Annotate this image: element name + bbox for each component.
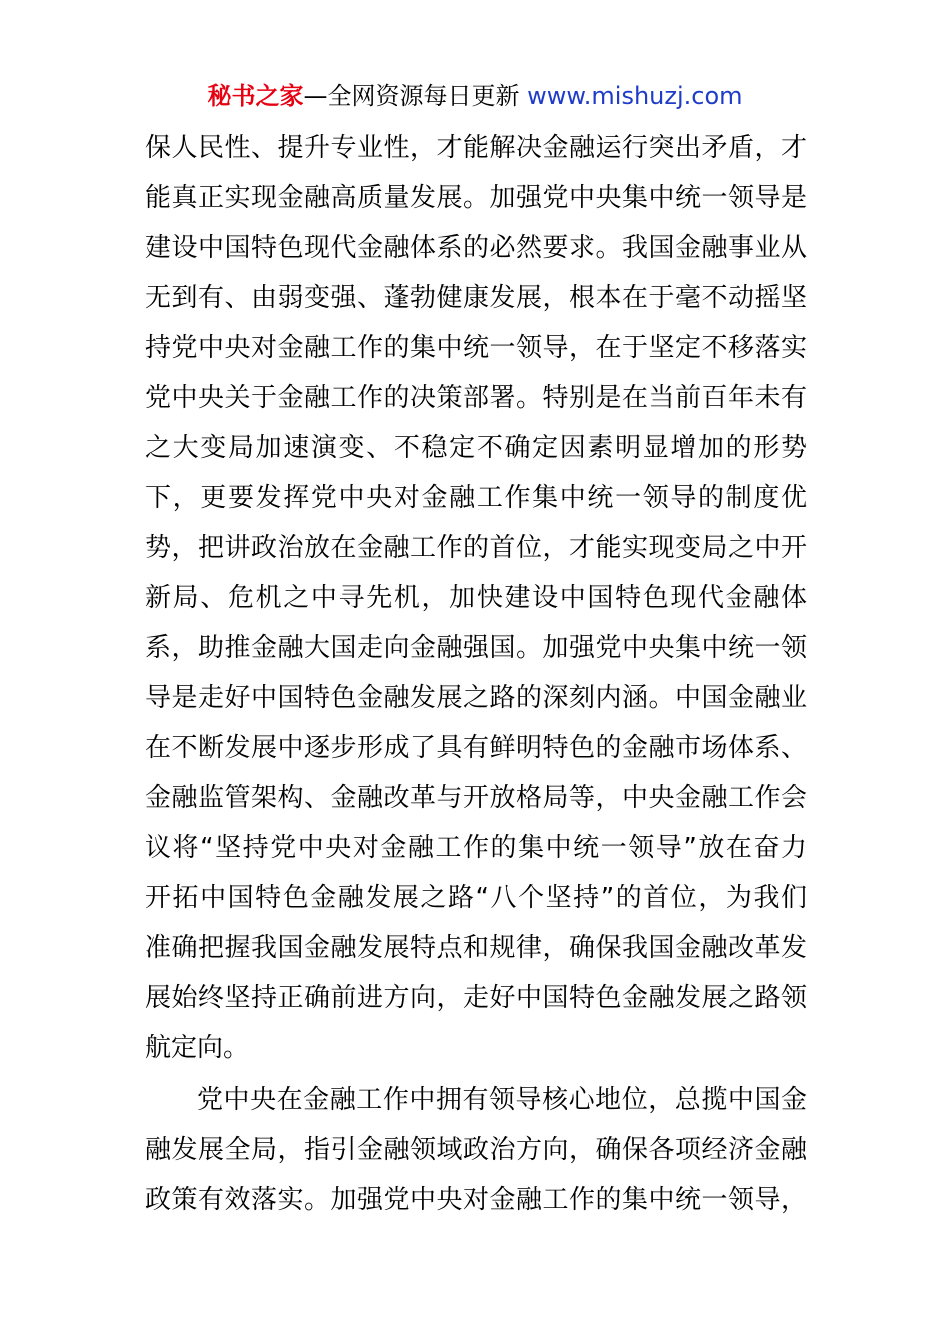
text-line: 议将“坚持党中央对金融工作的集中统一领导”放在奋力 [145, 833, 807, 863]
text-line: 党中央在金融工作中拥有领导核心地位，总揽中国金 [197, 1085, 807, 1115]
text-line: 展始终坚持正确前进方向，走好中国特色金融发展之路领 [145, 983, 807, 1013]
paragraph-1 [145, 123, 807, 1073]
text-line: 金融监管架构、金融改革与开放格局等，中央金融工作会 [145, 783, 807, 813]
text-line: 系，助推金融大国走向金融强国。加强党中央集中统一领 [145, 633, 807, 663]
site-tagline: —全网资源每日更新 [303, 82, 528, 110]
text-line: 在不断发展中逐步形成了具有鲜明特色的金融市场体系、 [145, 733, 807, 763]
text-line: 之大变局加速演变、不稳定不确定因素明显增加的形势 [145, 433, 807, 463]
paragraph-2 [145, 1075, 807, 1225]
text-line: 势，把讲政治放在金融工作的首位，才能实现变局之中开 [145, 533, 807, 563]
text-line: 新局、危机之中寻先机，加快建设中国特色现代金融体 [145, 583, 807, 613]
text-line: 融发展全局，指引金融领域政治方向，确保各项经济金融 [145, 1135, 807, 1165]
text-line: 导是走好中国特色金融发展之路的深刻内涵。中国金融业 [145, 683, 807, 713]
text-line: 党中央关于金融工作的决策部署。特别是在当前百年未有 [145, 383, 807, 413]
document-body [145, 123, 807, 1225]
text-line: 准确把握我国金融发展特点和规律，确保我国金融改革发 [145, 933, 807, 963]
text-line: 建设中国特色现代金融体系的必然要求。我国金融事业从 [145, 233, 807, 263]
text-line: 政策有效落实。加强党中央对金融工作的集中统一领导， [145, 1185, 807, 1215]
site-url-link[interactable]: www.mishuzj.com [527, 82, 743, 110]
text-line: 能真正实现金融高质量发展。加强党中央集中统一领导是 [145, 183, 807, 213]
page-header [0, 78, 950, 114]
text-line: 下，更要发挥党中央对金融工作集中统一领导的制度优 [145, 483, 807, 513]
text-line: 持党中央对金融工作的集中统一领导，在于坚定不移落实 [145, 333, 807, 363]
text-line: 保人民性、提升专业性，才能解决金融运行突出矛盾，才 [145, 133, 807, 163]
text-line: 航定向。 [145, 1033, 250, 1063]
site-brand: 秘书之家 [207, 82, 304, 110]
text-line: 开拓中国特色金融发展之路“八个坚持”的首位，为我们 [145, 883, 807, 913]
text-line: 无到有、由弱变强、蓬勃健康发展，根本在于毫不动摇坚 [145, 283, 807, 313]
